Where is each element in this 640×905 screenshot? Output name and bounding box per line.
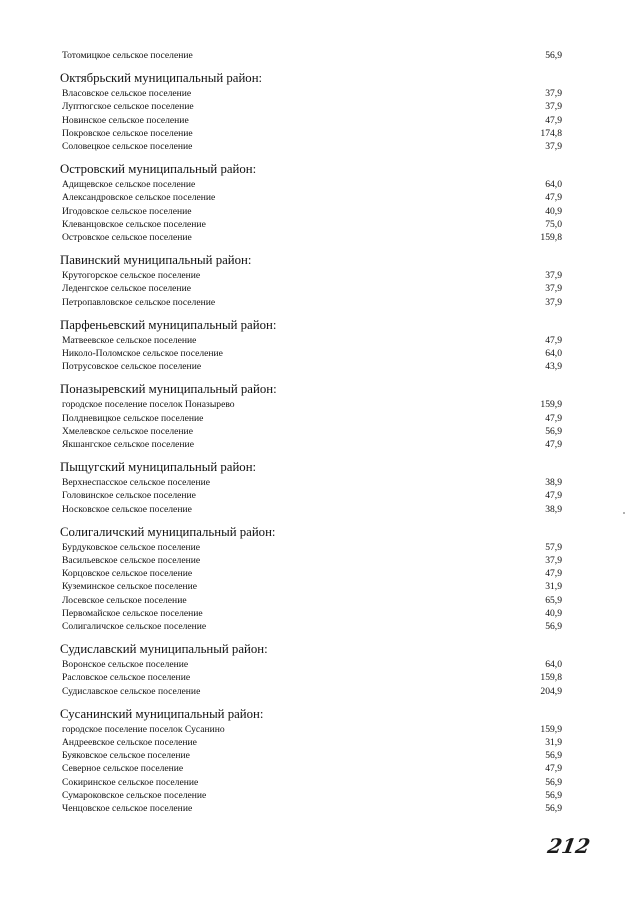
- district-heading: Сусанинский муниципальный район:: [60, 706, 264, 721]
- district-heading: Октябрьский муниципальный район:: [60, 71, 263, 86]
- settlement-value: 64,0: [545, 179, 562, 191]
- table-row: [62, 334, 562, 347]
- table-row: [62, 749, 562, 762]
- settlement-value: 204,9: [540, 685, 562, 697]
- table-row: [62, 127, 562, 140]
- settlement-value: 159,8: [540, 232, 562, 243]
- settlement-name: Судиславское сельское поселение: [62, 685, 201, 697]
- settlement-value: 37,9: [545, 270, 562, 282]
- table-row: [62, 802, 562, 815]
- table-row: [62, 360, 562, 373]
- settlement-value: 38,9: [545, 503, 562, 515]
- settlement-value: 64,0: [545, 659, 562, 671]
- settlement-value: 47,9: [545, 334, 562, 346]
- table-row: [62, 723, 562, 736]
- settlement-name: Первомайское сельское поселение: [62, 607, 203, 619]
- table-row: [62, 580, 562, 593]
- settlement-value: 47,9: [545, 490, 562, 502]
- settlement-name: Александровское сельское поселение: [62, 192, 216, 204]
- settlement-name: Якшангское сельское поселение: [62, 439, 194, 450]
- settlement-name: Расловское сельское поселение: [62, 672, 191, 684]
- settlement-value: 40,9: [545, 607, 562, 619]
- table-row: [62, 269, 562, 282]
- settlement-value: 37,9: [545, 141, 562, 152]
- settlement-name: Хмелевское сельское поселение: [62, 425, 193, 437]
- settlement-name: Новинское сельское поселение: [62, 114, 189, 126]
- settlement-value: 38,9: [545, 477, 562, 489]
- handwritten-page-number: 212: [545, 834, 592, 858]
- table-row: [62, 282, 562, 295]
- settlement-value: 47,9: [545, 568, 562, 580]
- table-row: [62, 489, 562, 502]
- settlement-name: Буяковское сельское поселение: [62, 750, 190, 762]
- settlement-value: 31,9: [545, 737, 562, 748]
- settlement-value: 56,9: [545, 50, 562, 61]
- settlement-value: 47,9: [545, 114, 562, 126]
- settlement-name: Ченцовское сельское поселение: [62, 803, 193, 814]
- table-row: [62, 541, 562, 554]
- settlement-name: Покровское сельское поселение: [62, 127, 193, 139]
- settlement-value: 57,9: [545, 541, 562, 553]
- settlement-value: 159,9: [540, 723, 562, 735]
- settlement-name: Потрусовское сельское поселение: [62, 361, 202, 373]
- table-row: [62, 205, 562, 218]
- district-heading: Поназыревский муниципальный район:: [60, 382, 277, 397]
- settlement-value: 47,9: [545, 439, 562, 450]
- table-row: [62, 114, 562, 127]
- settlement-name: Матвеевское сельское поселение: [62, 334, 197, 346]
- table-row: [62, 594, 562, 607]
- settlement-value: 174,8: [540, 127, 562, 139]
- settlement-value: 47,9: [545, 192, 562, 204]
- table-row: [62, 476, 562, 489]
- settlement-name: Островское сельское поселение: [62, 232, 192, 243]
- settlement-name: Клеванцовское сельское поселение: [62, 218, 206, 230]
- settlement-name: городское поселение поселок Сусанино: [62, 723, 225, 735]
- district-heading: Пыщугский муниципальный район:: [60, 460, 257, 475]
- table-row: [62, 736, 562, 749]
- settlement-name: Северное сельское поселение: [62, 763, 184, 775]
- settlement-name: Крутогорское сельское поселение: [62, 270, 201, 282]
- settlement-value: 159,8: [540, 672, 562, 684]
- district-heading: Павинский муниципальный район:: [60, 253, 252, 268]
- settlement-value: 56,9: [545, 776, 562, 788]
- settlement-value: 56,9: [545, 803, 562, 814]
- settlement-value: 56,9: [545, 425, 562, 437]
- settlement-value: 56,9: [545, 750, 562, 762]
- table-row: [62, 438, 562, 451]
- table-row: [62, 567, 562, 580]
- district-heading: Парфеньевский муниципальный район:: [60, 317, 277, 332]
- settlement-value: 47,9: [545, 412, 562, 424]
- settlement-name: Солигаличское сельское поселение: [62, 621, 207, 632]
- table-row: [62, 412, 562, 425]
- table-row: [62, 231, 562, 244]
- table-row: [62, 218, 562, 231]
- table-row: [62, 607, 562, 620]
- settlement-name: городское поселение поселок Поназырево: [62, 399, 235, 411]
- settlement-name: Куземинское сельское поселение: [62, 581, 198, 593]
- table-row: [62, 503, 562, 516]
- table-row: [62, 296, 562, 309]
- settlement-value: 65,9: [545, 594, 562, 606]
- settlement-name: Сокиринское сельское поселение: [62, 776, 199, 788]
- settlement-name: Сумароковское сельское поселение: [62, 789, 207, 801]
- settlement-value: 40,9: [545, 205, 562, 217]
- settlement-name: Леденгское сельское поселение: [62, 283, 191, 295]
- settlement-name: Луптюгское сельское поселение: [62, 101, 194, 113]
- settlement-value: 37,9: [545, 88, 562, 100]
- table-row: [62, 620, 562, 633]
- settlement-value: 159,9: [540, 399, 562, 411]
- settlement-name: Верхнеспасское сельское поселение: [62, 477, 210, 489]
- settlement-value: 37,9: [545, 283, 562, 295]
- settlement-value: 56,9: [545, 789, 562, 801]
- settlement-name: Васильевское сельское поселение: [62, 555, 201, 566]
- table-row: [62, 425, 562, 438]
- settlement-name: Адищевское сельское поселение: [62, 179, 196, 191]
- table-row: [62, 100, 562, 113]
- settlement-name: Лосевское сельское поселение: [62, 594, 187, 606]
- settlement-name: Соловецкое сельское поселение: [62, 141, 193, 152]
- settlement-name: Власовское сельское поселение: [62, 88, 192, 100]
- settlement-value: 31,9: [545, 581, 562, 593]
- settlement-value: 37,9: [545, 555, 562, 566]
- table-row: [62, 87, 562, 100]
- settlement-name: Андреевское сельское поселение: [62, 737, 197, 748]
- table-row: [62, 554, 562, 567]
- settlement-value: 37,9: [545, 101, 562, 113]
- table-row: [62, 191, 562, 204]
- table-row: [62, 658, 562, 671]
- settlement-name: Полдневицкое сельское поселение: [62, 412, 204, 424]
- settlement-name: Николо-Поломское сельское поселение: [62, 348, 223, 359]
- table-row: [62, 776, 562, 789]
- settlement-name: Воронское сельское поселение: [62, 659, 189, 671]
- table-row: [62, 49, 562, 62]
- table-row: [62, 671, 562, 684]
- settlement-value: 47,9: [545, 763, 562, 775]
- district-heading: Островский муниципальный район:: [60, 162, 257, 177]
- scan-speck: [623, 512, 625, 514]
- table-row: [62, 762, 562, 775]
- table-row: [62, 685, 562, 698]
- settlement-name: Петропавловское сельское поселение: [62, 296, 216, 308]
- table-row: [62, 398, 562, 411]
- table-row: [62, 178, 562, 191]
- settlement-name: Головинское сельское поселение: [62, 490, 196, 502]
- settlement-value: 75,0: [545, 218, 562, 230]
- settlement-value: 43,9: [545, 361, 562, 373]
- district-heading: Судиславский муниципальный район:: [60, 642, 268, 657]
- settlement-name: Игодовское сельское поселение: [62, 205, 192, 217]
- table-row: [62, 347, 562, 360]
- settlement-name: Бурдуковское сельское поселение: [62, 541, 201, 553]
- settlement-name: Носковское сельское поселение: [62, 503, 192, 515]
- settlement-name: Корцовское сельское поселение: [62, 568, 193, 580]
- settlement-name: Тотомицкое сельское поселение: [62, 50, 193, 61]
- table-row: [62, 789, 562, 802]
- table-row: [62, 140, 562, 153]
- settlement-value: 64,0: [545, 348, 562, 359]
- district-heading: Солигаличский муниципальный район:: [60, 524, 276, 539]
- settlement-value: 37,9: [545, 296, 562, 308]
- settlement-value: 56,9: [545, 621, 562, 632]
